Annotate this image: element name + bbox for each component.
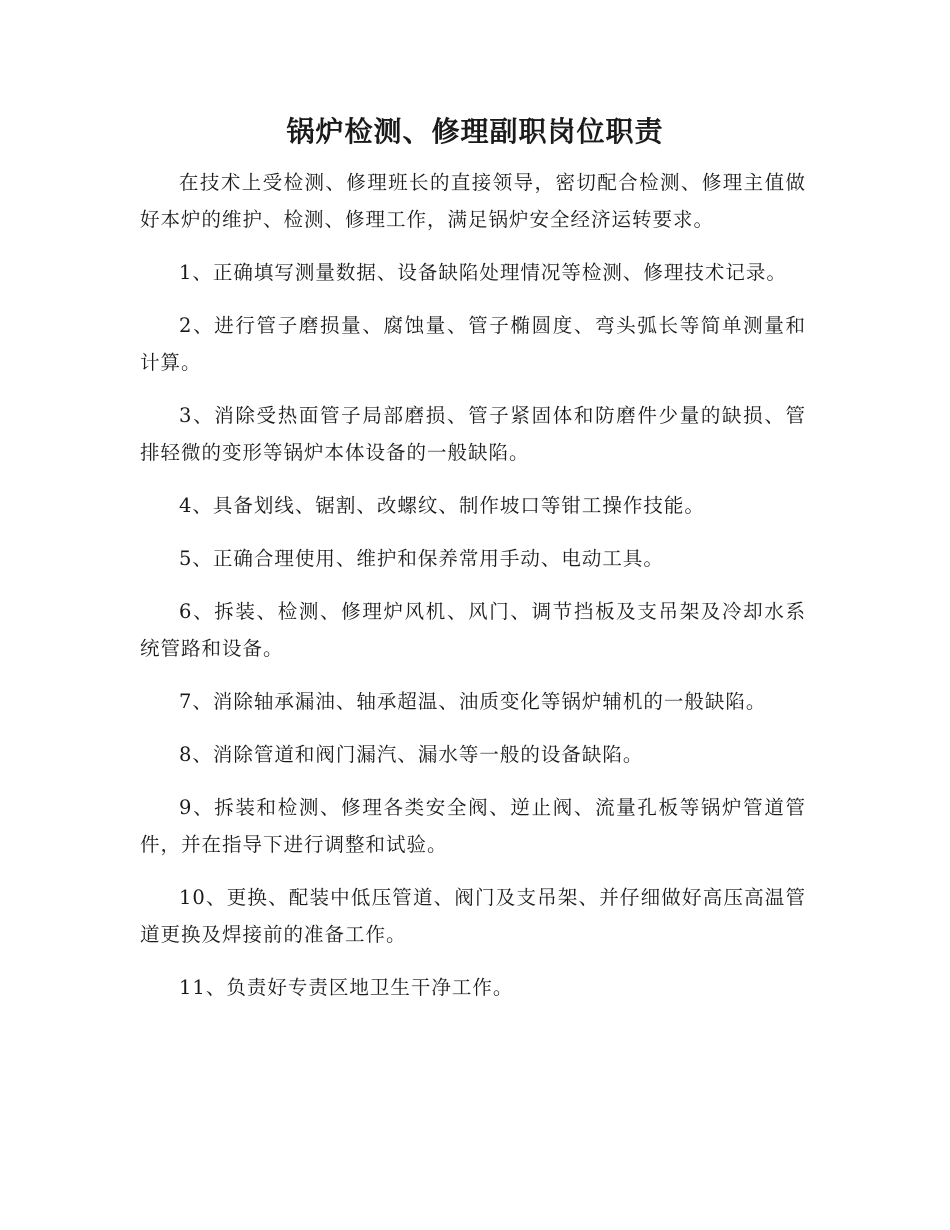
paragraph-duty-9: 9、拆装和检测、修理各类安全阀、逆止阀、流量孔板等锅炉管道管件，并在指导下进行调整和试验。 xyxy=(140,796,806,856)
paragraph-duty-4: 4、具备划线、锯割、改螺纹、制作坡口等钳工操作技能。 xyxy=(179,494,705,517)
paragraph-duty-7: 7、消除轴承漏油、轴承超温、油质变化等锅炉辅机的一般缺陷。 xyxy=(179,690,767,713)
paragraph-duty-6: 6、拆装、检测、修理炉风机、风门、调节挡板及支吊架及冷却水系统管路和设备。 xyxy=(140,600,806,660)
document-body xyxy=(140,164,806,1022)
paragraph-duty-10: 10、更换、配装中低压管道、阀门及支吊架、并仔细做好高压高温管道更换及焊接前的准备工作。 xyxy=(140,886,806,946)
paragraph-duty-5: 5、正确合理使用、维护和保养常用手动、电动工具。 xyxy=(179,547,664,570)
document-title: 锅炉检测、修理副职岗位职责 xyxy=(286,115,664,148)
paragraph-duty-11: 11、负责好专责区地卫生干净工作。 xyxy=(179,976,514,999)
paragraph-duty-8: 8、消除管道和阀门漏汽、漏水等一般的设备缺陷。 xyxy=(179,743,644,766)
paragraph-intro: 在技术上受检测、修理班长的直接领导，密切配合检测、修理主值做好本炉的维护、检测、修理工作，满足锅炉安全经济运转要求。 xyxy=(140,171,806,231)
paragraph-duty-2: 2、进行管子磨损量、腐蚀量、管子椭圆度、弯头弧长等简单测量和计算。 xyxy=(140,314,806,374)
paragraph-duty-1: 1、正确填写测量数据、设备缺陷处理情况等检测、修理技术记录。 xyxy=(179,261,787,284)
paragraph-duty-3: 3、消除受热面管子局部磨损、管子紧固体和防磨件少量的缺损、管排轻微的变形等锅炉本体设备的一般缺陷。 xyxy=(140,404,806,464)
